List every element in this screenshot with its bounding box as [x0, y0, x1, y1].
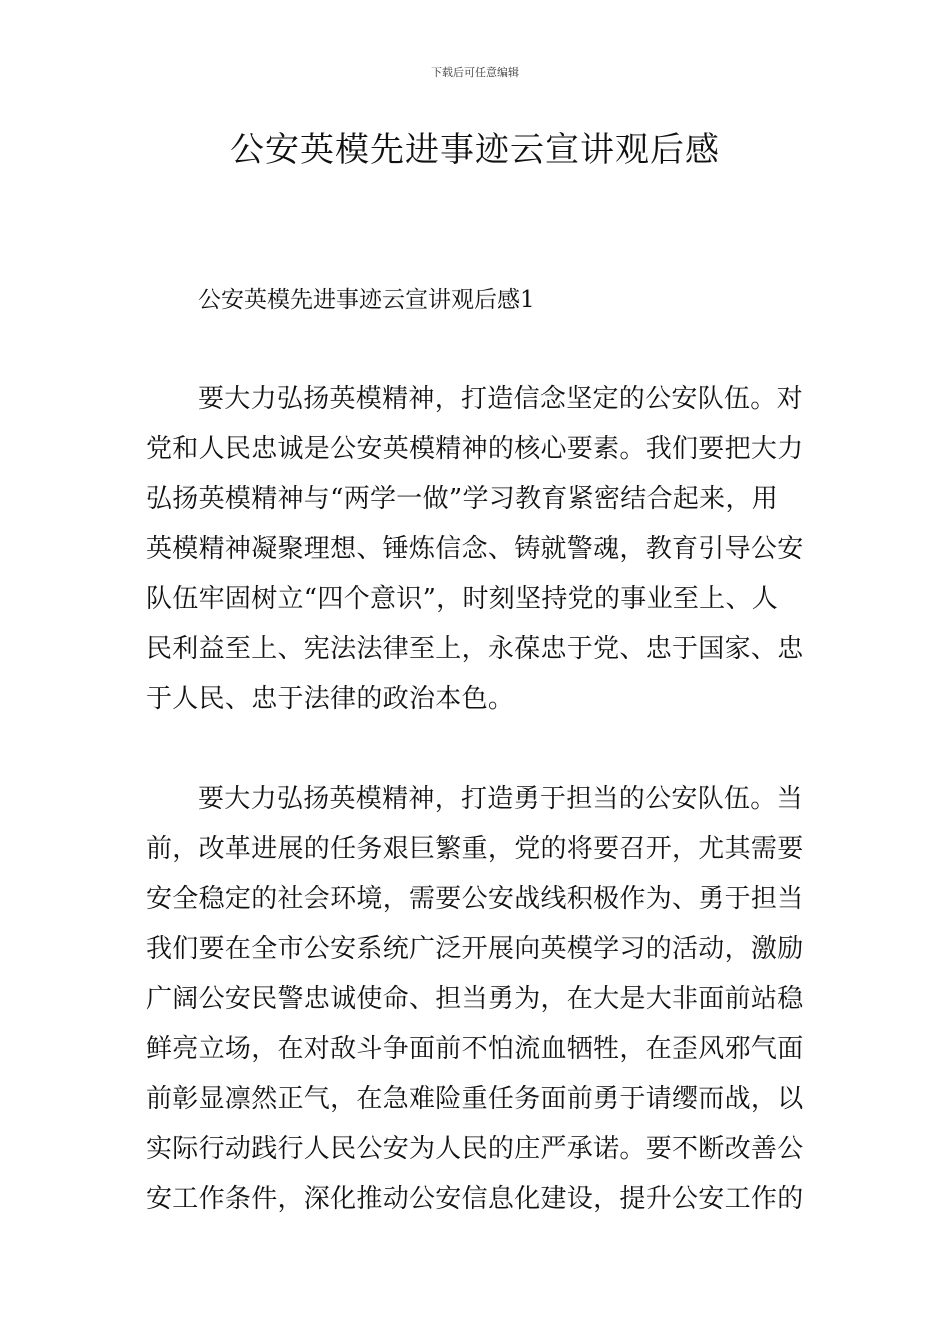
paragraph-2 — [146, 774, 806, 1224]
section-heading: 公安英模先进事迹云宣讲观后感1 — [198, 287, 535, 313]
paragraph-line: 于人民、忠于法律的政治本色。 — [146, 684, 515, 714]
paragraph-line: 英模精神凝聚理想、锤炼信念、铸就警魂，教育引导公安 — [146, 534, 804, 564]
paragraph-line: 鲜亮立场，在对敌斗争面前不怕流血牺牲，在歪风邪气面 — [146, 1034, 804, 1064]
paragraph-line: 广阔公安民警忠诚使命、担当勇为，在大是大非面前站稳 — [146, 984, 804, 1014]
paragraph-line: 安工作条件，深化推动公安信息化建设，提升公安工作的 — [146, 1184, 804, 1214]
paragraph-line: 安全稳定的社会环境，需要公安战线积极作为、勇于担当 — [146, 884, 804, 914]
paragraph-line: 要大力弘扬英模精神，打造信念坚定的公安队伍。对 — [198, 384, 803, 414]
paragraph-line: 民利益至上、宪法法律至上，永葆忠于党、忠于国家、忠 — [146, 634, 804, 664]
paragraph-line: 党和人民忠诚是公安英模精神的核心要素。我们要把大力 — [146, 434, 804, 464]
paragraph-line: 要大力弘扬英模精神，打造勇于担当的公安队伍。当 — [198, 784, 803, 814]
paragraph-line: 前，改革进展的任务艰巨繁重，党的将要召开，尤其需要 — [146, 834, 804, 864]
paragraph-line: 弘扬英模精神与“两学一做”学习教育紧密结合起来，用 — [146, 484, 779, 514]
paragraph-line: 我们要在全市公安系统广泛开展向英模学习的活动，激励 — [146, 934, 804, 964]
paragraph-line: 实际行动践行人民公安为人民的庄严承诺。要不断改善公 — [146, 1134, 804, 1164]
paragraph-1 — [146, 374, 806, 724]
paragraph-line: 队伍牢固树立“四个意识”，时刻坚持党的事业至上、人 — [146, 584, 779, 614]
header-note: 下载后可任意编辑 — [431, 66, 519, 79]
paragraph-line: 前彰显凛然正气，在急难险重任务面前勇于请缨而战，以 — [146, 1084, 804, 1114]
document-title: 公安英模先进事迹云宣讲观后感 — [230, 130, 720, 170]
